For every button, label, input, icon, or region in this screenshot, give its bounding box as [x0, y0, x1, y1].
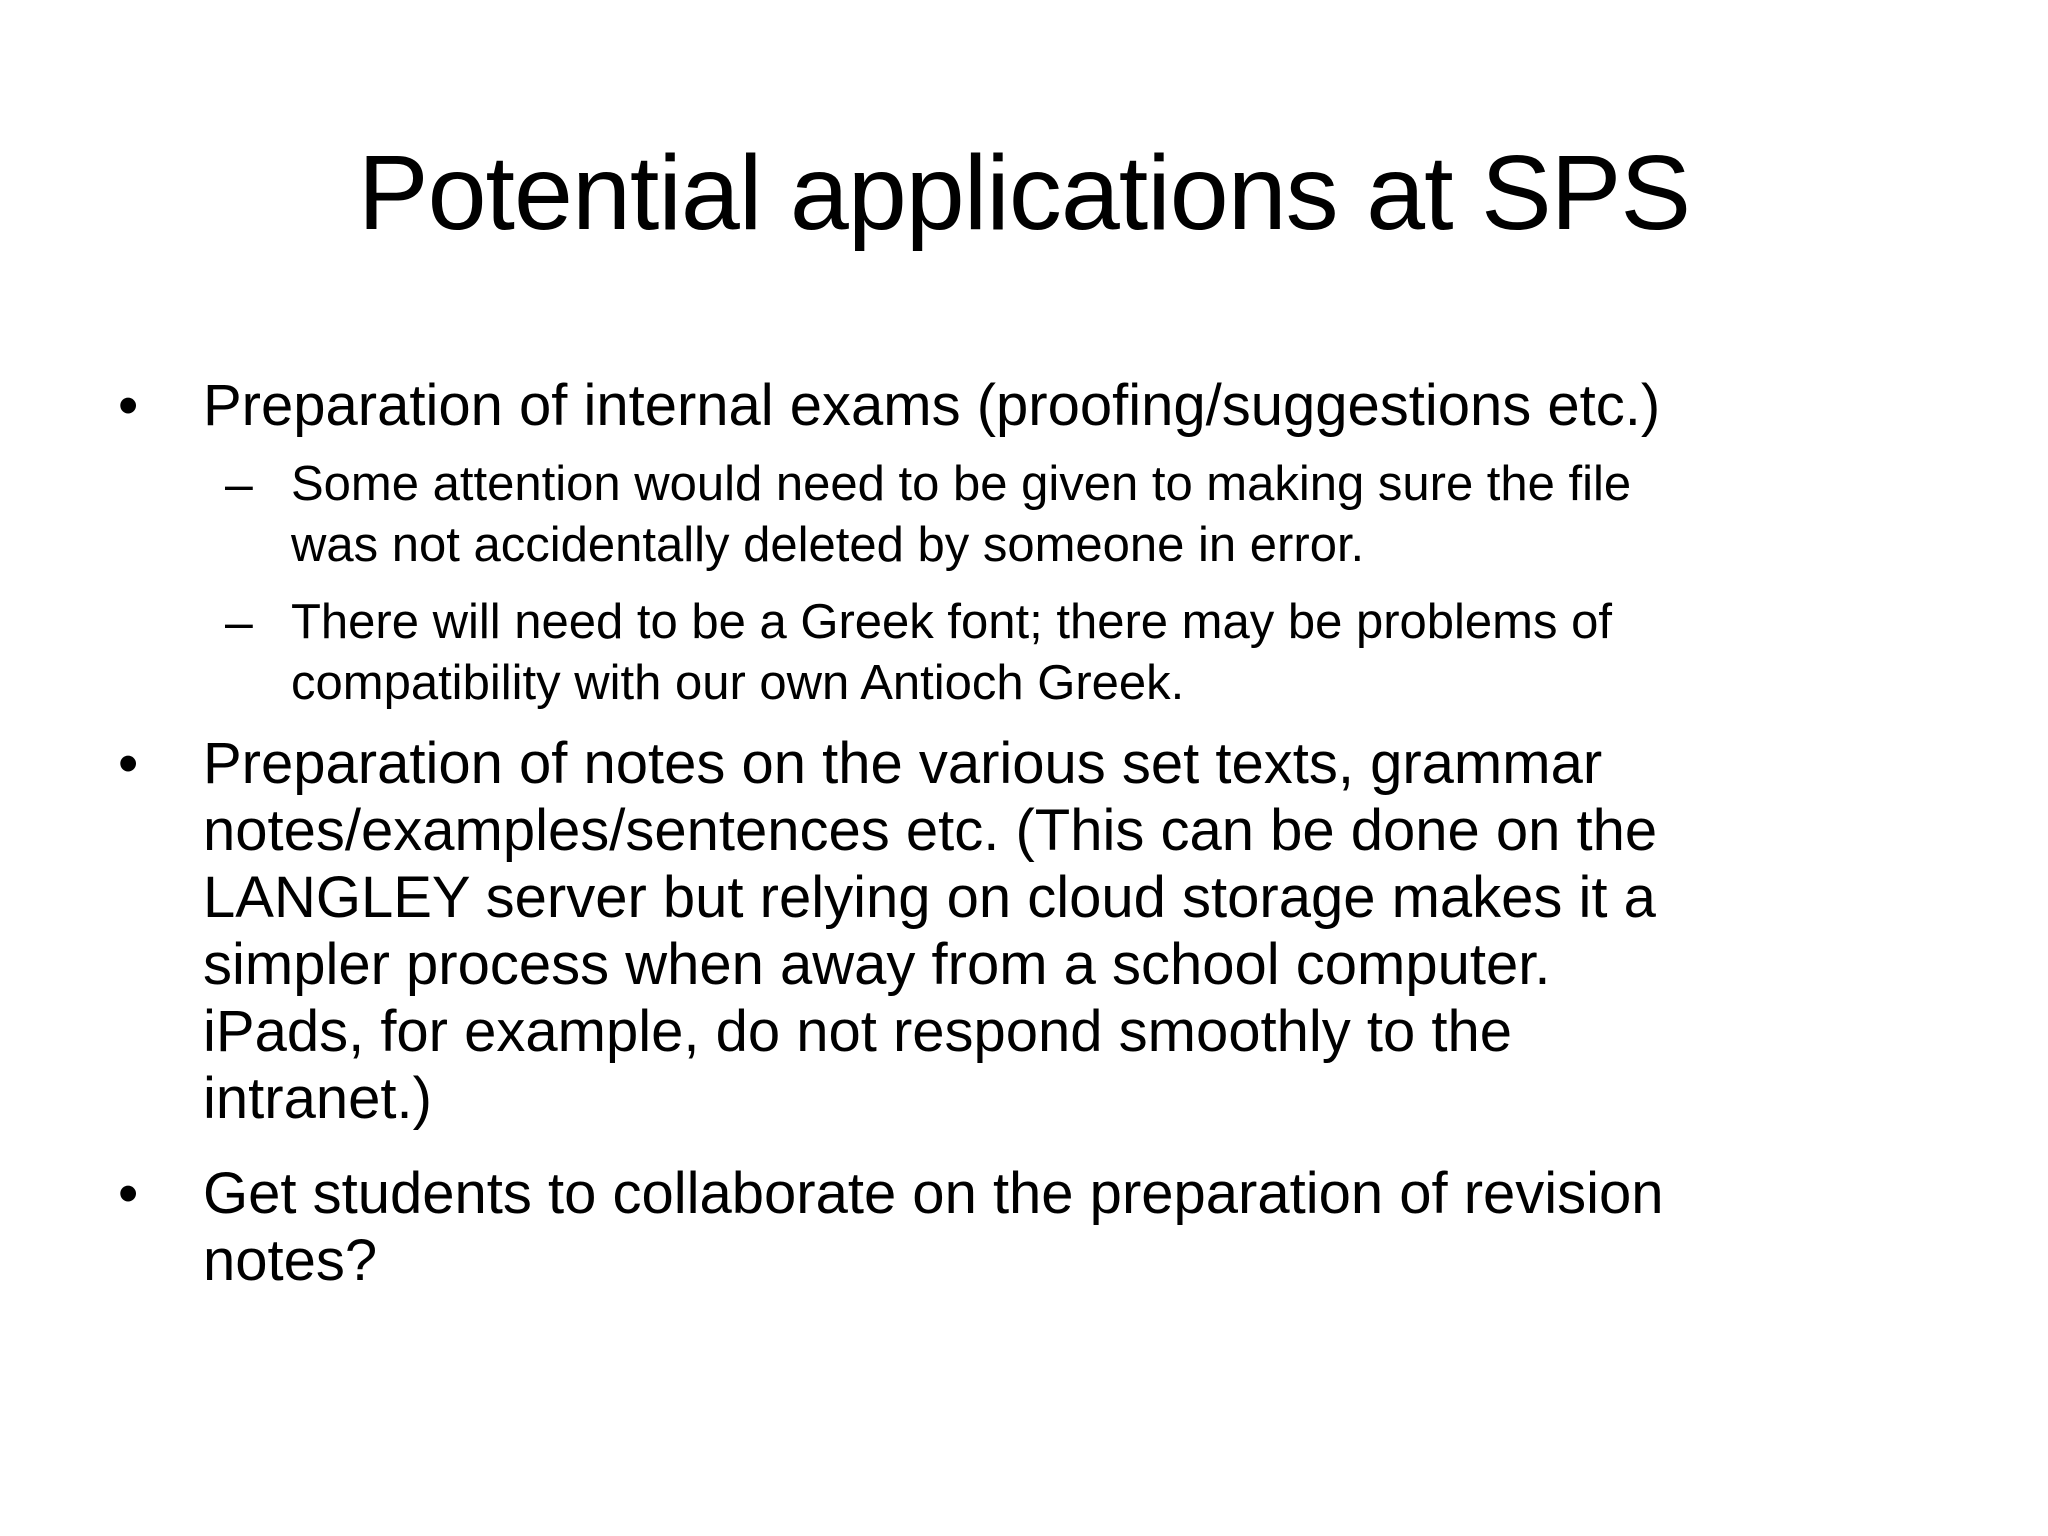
sub-bullet-marker: – [225, 456, 253, 512]
sub-bullet-marker: – [225, 594, 253, 650]
bullet-marker: • [118, 1161, 139, 1226]
bullet-text: Get students to collaborate on the preparation of revision notes? [203, 1161, 1664, 1293]
bullet-marker: • [118, 373, 139, 438]
bullet-text: Preparation of internal exams (proofing/suggestions etc.) [203, 373, 1661, 438]
slide-title: Potential applications at SPS [357, 134, 1691, 252]
bullet-text: Preparation of notes on the various set texts, grammar notes/examples/sentences etc. (This can be done on the LANGLEY server but relying on cloud storage makes it a simpler process when away from a school computer. iPads, for example, do not respond smoothly to the intranet.) [203, 731, 1658, 1131]
bullet-marker: • [118, 731, 139, 796]
sub-bullet-text: Some attention would need to be given to making sure the file was not accidentally deleted by someone in error. [291, 457, 1632, 572]
sub-bullet-text: There will need to be a Greek font; there may be problems of compatibility with our own Antioch Greek. [291, 595, 1612, 710]
